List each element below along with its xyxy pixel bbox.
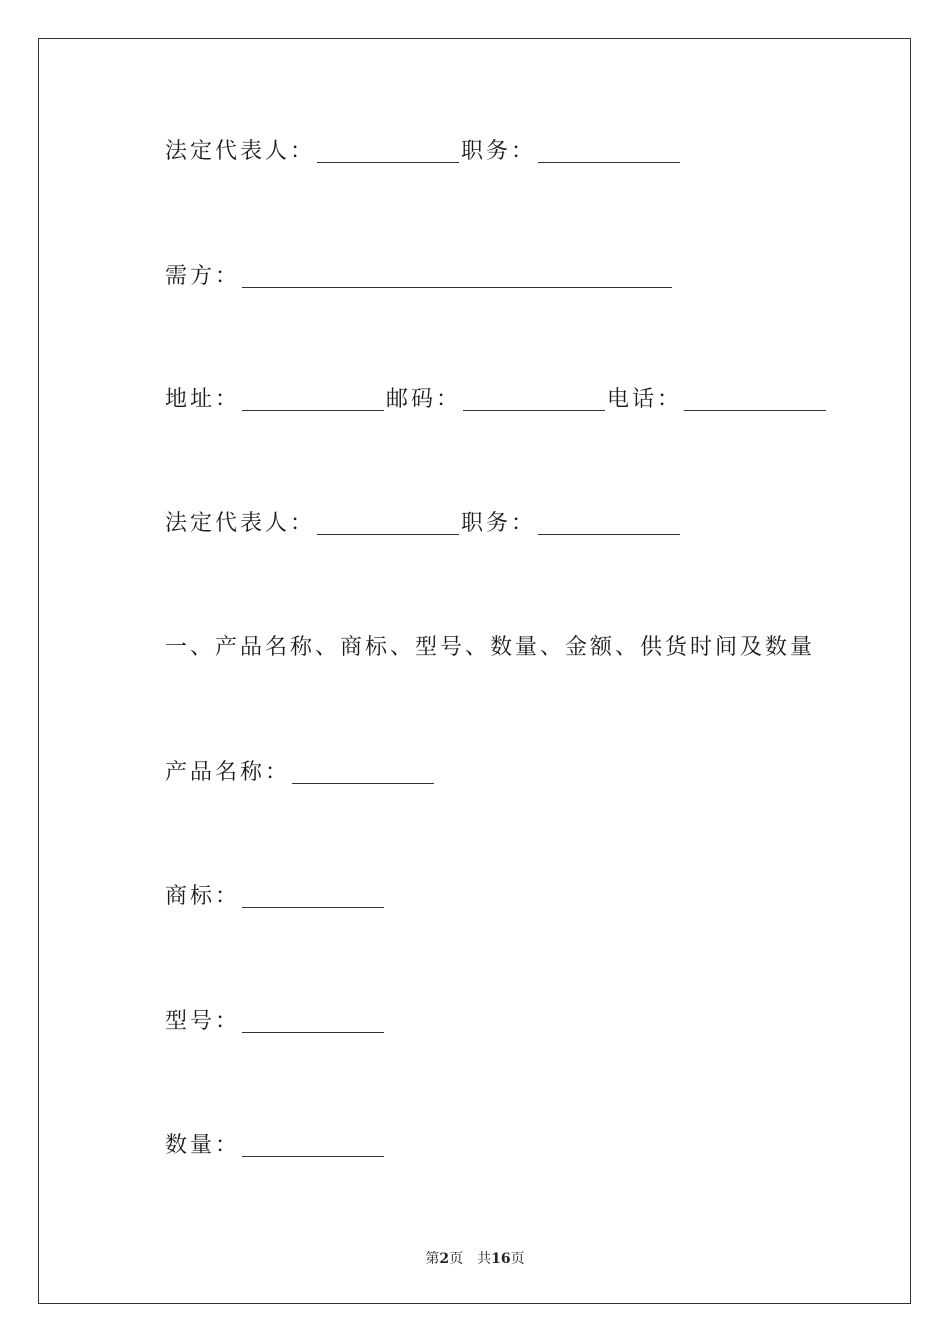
buyer-label: 需方： [165,264,241,289]
product-name-field[interactable] [292,761,434,784]
page-footer [0,1248,950,1268]
buyer-position-label: 职务： [461,511,537,536]
legal-representative-label: 法定代表人： [165,139,316,164]
total-pages: 16 [491,1251,511,1267]
buyer-legal-representative-label: 法定代表人： [165,511,316,536]
section1-heading-text: 一、产品名称、商标、型号、数量、金额、供货时间及数量 [165,635,816,660]
quantity-label: 数量： [165,1133,241,1158]
total-prefix: 共 [477,1251,492,1267]
total-suffix: 页 [510,1251,525,1267]
phone-label: 电话： [607,387,683,412]
page-suffix: 页 [449,1251,464,1267]
model-line [165,1007,386,1037]
position-field[interactable] [538,140,680,163]
buyer-field[interactable] [242,265,672,288]
seller-representative-line [165,137,682,167]
legal-representative-field[interactable] [317,140,459,163]
product-name-line [165,758,436,788]
section-heading [165,633,815,663]
quantity-line [165,1131,386,1161]
buyer-line [165,262,674,292]
quantity-field[interactable] [242,1134,384,1157]
address-field[interactable] [242,388,384,411]
buyer-legal-representative-field[interactable] [317,512,459,535]
position-label: 职务： [461,139,537,164]
buyer-position-field[interactable] [538,512,680,535]
postcode-field[interactable] [463,388,605,411]
model-field[interactable] [242,1010,384,1033]
postcode-label: 邮码： [386,387,462,412]
brand-line [165,882,386,912]
address-line [165,385,828,415]
phone-field[interactable] [684,388,826,411]
brand-label: 商标： [165,884,241,909]
page-prefix: 第 [425,1251,440,1267]
brand-field[interactable] [242,885,384,908]
product-name-label: 产品名称： [165,760,291,785]
model-label: 型号： [165,1009,241,1034]
page-frame [38,38,911,1304]
page-number: 2 [439,1251,450,1267]
buyer-representative-line [165,509,682,539]
address-label: 地址： [165,387,241,412]
